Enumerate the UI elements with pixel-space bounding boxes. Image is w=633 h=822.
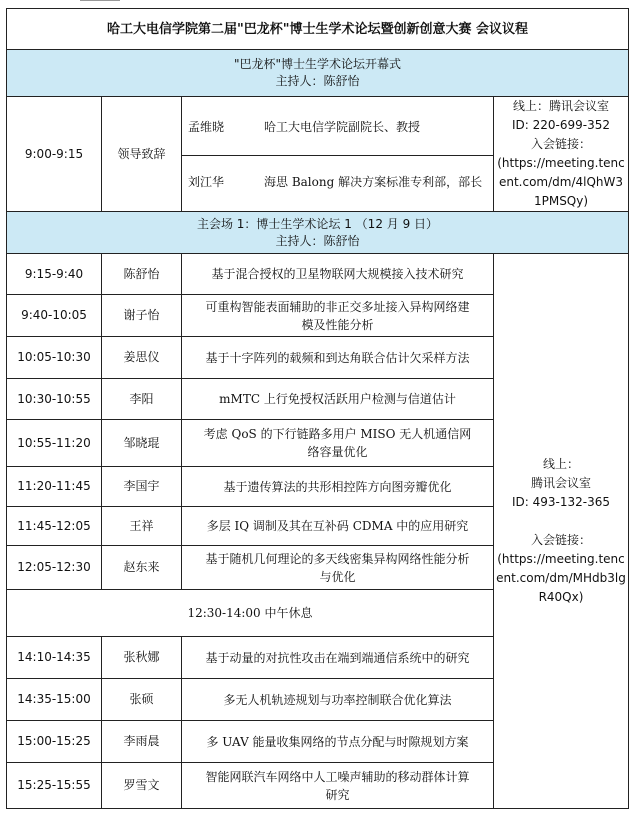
opening-role: 领导致辞 bbox=[102, 97, 182, 212]
opening-speakers bbox=[182, 97, 494, 212]
talk-speaker: 邹晓琨 bbox=[102, 420, 182, 467]
talk-topic: 基于十字阵列的载频和到达角联合估计欠采样方法 bbox=[182, 337, 494, 379]
session1-meeting-id: ID: 493-132-365 bbox=[512, 495, 611, 509]
talk-time: 15:25-15:55 bbox=[7, 763, 102, 809]
session1-online-cell bbox=[494, 254, 629, 809]
agenda-table bbox=[6, 8, 629, 809]
opening-meeting-id: ID: 220-699-352 bbox=[512, 118, 611, 132]
talk-speaker: 李国宇 bbox=[102, 467, 182, 507]
session1-online-room: 腾讯会议室 bbox=[531, 476, 592, 490]
opening-row bbox=[7, 97, 629, 212]
talk-time: 12:05-12:30 bbox=[7, 546, 102, 590]
lunch-break: 12:30-14:00 中午休息 bbox=[7, 590, 494, 637]
top-cutoff-line bbox=[80, 0, 120, 1]
opening-speaker-title: 海思 Balong 解决方案标准专利部，部长 bbox=[264, 175, 483, 189]
opening-heading: "巴龙杯"博士生学术论坛开幕式 bbox=[233, 57, 402, 71]
session1-host: 主持人：陈舒怡 bbox=[275, 233, 360, 248]
talk-time: 10:30-10:55 bbox=[7, 379, 102, 420]
talk-topic: 基于动量的对抗性攻击在端到端通信系统中的研究 bbox=[182, 637, 494, 679]
opening-online-label: 线上：腾讯会议室 bbox=[513, 99, 610, 113]
agenda-title: 哈工大电信学院第二届"巴龙杯"博士生学术论坛暨创新创意大赛 会议议程 bbox=[7, 9, 629, 50]
opening-host: 主持人：陈舒怡 bbox=[275, 74, 360, 88]
talk-topic: mMTC 上行免授权活跃用户检测与信道估计 bbox=[182, 379, 494, 420]
talk-topic: 多 UAV 能量收集网络的节点分配与时隙规划方案 bbox=[182, 721, 494, 763]
talk-speaker: 谢子怡 bbox=[102, 295, 182, 337]
talk-speaker: 罗雪文 bbox=[102, 763, 182, 809]
talk-time: 9:15-9:40 bbox=[7, 254, 102, 295]
opening-heading-cell bbox=[7, 50, 629, 97]
talk-speaker: 赵东来 bbox=[102, 546, 182, 590]
talk-speaker: 张硕 bbox=[102, 679, 182, 721]
opening-speaker-name: 孟维晓 bbox=[188, 119, 225, 134]
talk-topic: 智能网联汽车网络中人工噪声辅助的移动群体计算研究 bbox=[182, 763, 494, 809]
talk-speaker: 姜思仪 bbox=[102, 337, 182, 379]
talk-topic: 考虑 QoS 的下行链路多用户 MISO 无人机通信网络容量优化 bbox=[182, 420, 494, 467]
talk-time: 14:35-15:00 bbox=[7, 679, 102, 721]
talk-speaker: 张秋娜 bbox=[102, 637, 182, 679]
talk-time: 10:55-11:20 bbox=[7, 420, 102, 467]
talk-time: 11:20-11:45 bbox=[7, 467, 102, 507]
talk-row bbox=[7, 254, 629, 295]
session1-heading-row bbox=[7, 212, 629, 254]
spacer bbox=[496, 512, 626, 531]
talk-speaker: 李雨晨 bbox=[102, 721, 182, 763]
talk-time: 14:10-14:35 bbox=[7, 637, 102, 679]
opening-meeting-link[interactable]: (https://meeting.tencent.com/dm/4lQhW31PMSQy) bbox=[497, 156, 625, 208]
session1-heading: 主会场 1：博士生学术论坛 1 （12 月 9 日） bbox=[196, 216, 439, 231]
opening-speaker-name: 刘江华 bbox=[188, 175, 225, 189]
talk-topic: 可重构智能表面辅助的非正交多址接入异构网络建模及性能分析 bbox=[182, 295, 494, 337]
talk-time: 9:40-10:05 bbox=[7, 295, 102, 337]
talk-time: 15:00-15:25 bbox=[7, 721, 102, 763]
opening-speaker-row bbox=[182, 99, 493, 155]
session1-link-label: 入会链接： bbox=[531, 533, 592, 547]
talk-topic: 多层 IQ 调制及其在互补码 CDMA 中的应用研究 bbox=[182, 507, 494, 546]
session1-online-label: 线上： bbox=[543, 457, 580, 471]
talk-topic: 基于混合授权的卫星物联网大规模接入技术研究 bbox=[182, 254, 494, 295]
talk-topic: 基于遗传算法的共形相控阵方向图旁瓣优化 bbox=[182, 467, 494, 507]
opening-online-cell bbox=[494, 97, 629, 212]
session1-meeting-link[interactable]: (https://meeting.tencent.com/dm/MHdb3lgR40Qx) bbox=[496, 552, 626, 604]
talk-time: 10:05-10:30 bbox=[7, 337, 102, 379]
agenda-page bbox=[6, 8, 628, 809]
talk-speaker: 李阳 bbox=[102, 379, 182, 420]
opening-heading-row bbox=[7, 50, 629, 97]
opening-link-label: 入会链接： bbox=[531, 137, 592, 151]
opening-time: 9:00-9:15 bbox=[7, 97, 102, 212]
opening-speaker-row bbox=[182, 155, 493, 209]
talk-speaker: 陈舒怡 bbox=[102, 254, 182, 295]
session1-heading-cell bbox=[7, 212, 629, 254]
talk-speaker: 王祥 bbox=[102, 507, 182, 546]
talk-time: 11:45-12:05 bbox=[7, 507, 102, 546]
talk-topic: 多无人机轨迹规划与功率控制联合优化算法 bbox=[182, 679, 494, 721]
title-row bbox=[7, 9, 629, 50]
talk-topic: 基于随机几何理论的多天线密集异构网络性能分析与优化 bbox=[182, 546, 494, 590]
opening-speaker-title: 哈工大电信学院副院长、教授 bbox=[264, 119, 421, 134]
